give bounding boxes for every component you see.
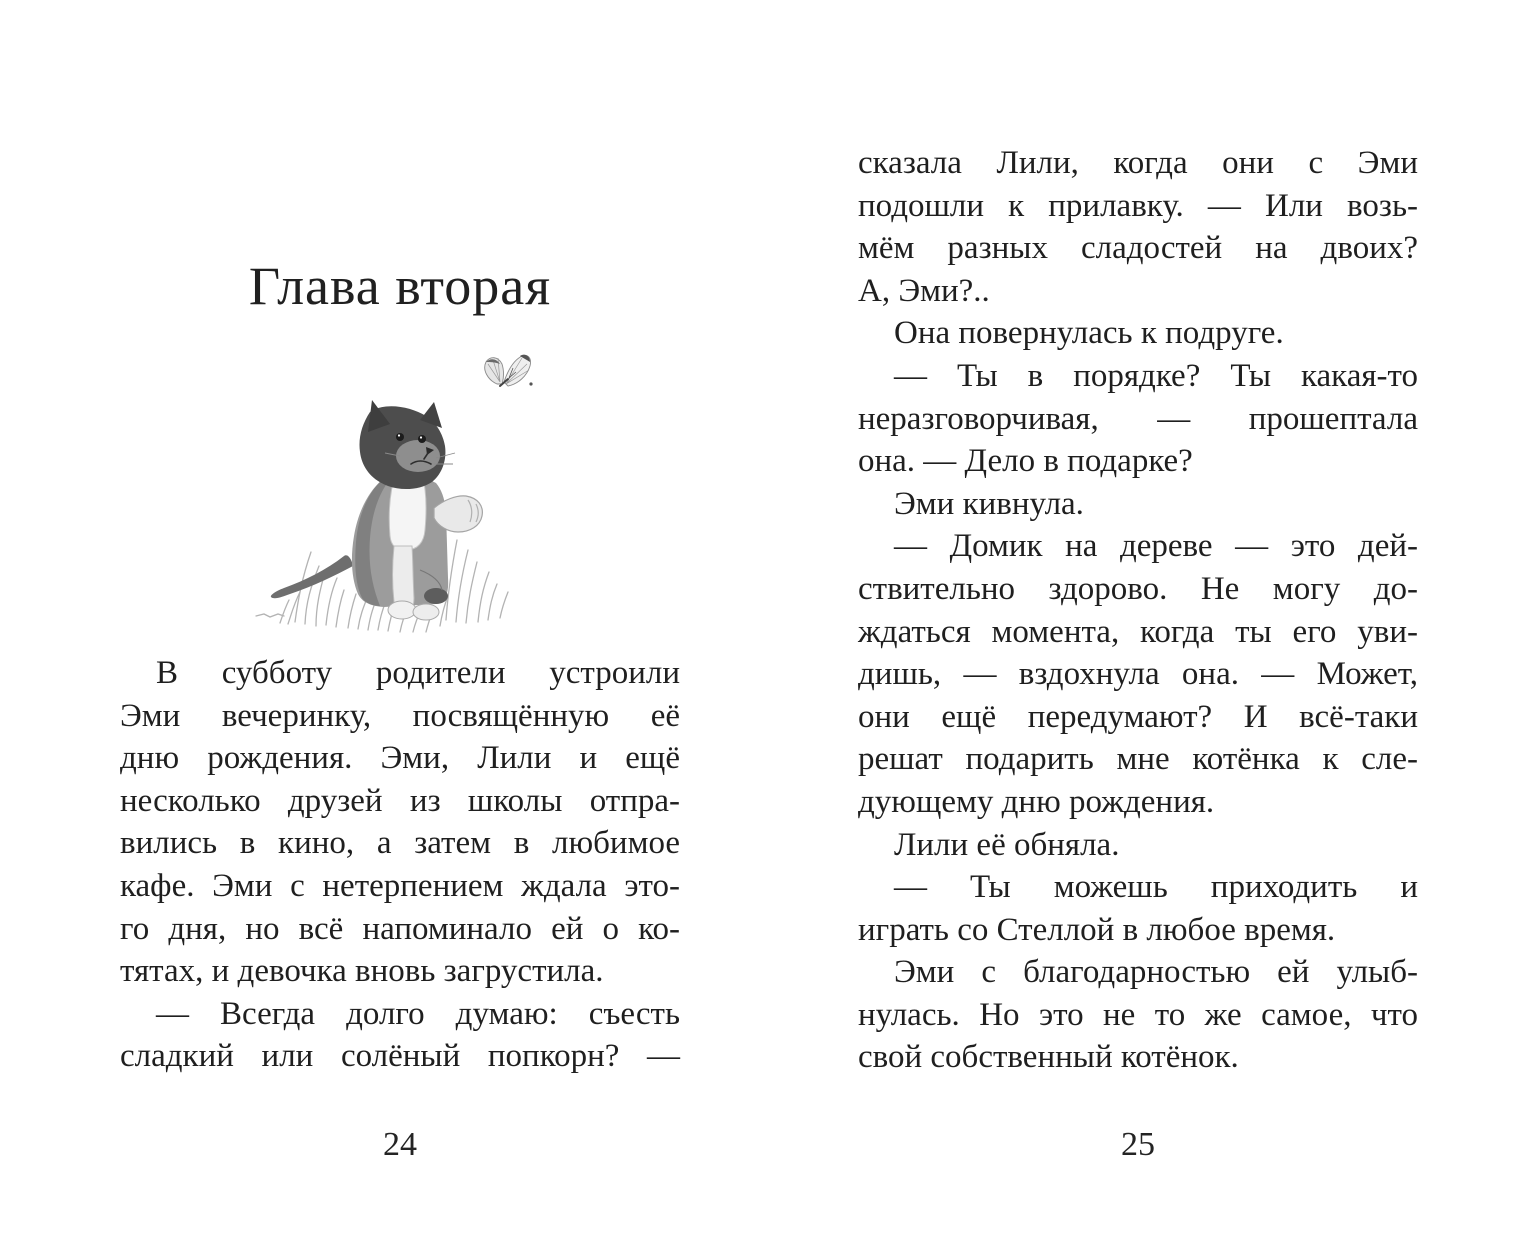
left-eye-glint (398, 434, 400, 436)
page-number-right: 25 (1121, 1126, 1155, 1163)
page-right (858, 0, 1418, 1241)
front-paw-right (413, 604, 439, 620)
text-line: свой собственный котёнок. (858, 1039, 1239, 1076)
text-line: Лили её обняла. (894, 826, 1120, 863)
text-line: А, Эми?.. (858, 272, 990, 309)
text-line: кафе. Эми с нетерпением ждала это- (120, 867, 680, 904)
muzzle (396, 440, 440, 472)
text-line: Она повернулась к подруге. (894, 315, 1284, 352)
right-page-text (858, 142, 1418, 1079)
chapter-title: Глава вторая (248, 256, 552, 316)
text-line: дующему дню рождения. (858, 783, 1215, 820)
text-line: В субботу родители устроили (156, 655, 680, 691)
text-line: — Домик на дереве — это дей- (894, 528, 1418, 565)
text-line: неразговорчивая, — прошептала (858, 400, 1418, 437)
right-eye-glint (420, 436, 422, 438)
left-eye (396, 433, 404, 441)
kitten-with-butterfly-illustration (250, 340, 540, 650)
text-line: сказала Лили, когда они с Эми (858, 145, 1418, 181)
text-line: Эми с благодарностью ей улыб- (894, 954, 1418, 991)
text-line: го дня, но всё напоминало ей о ко- (120, 910, 680, 947)
text-line: — Ты в порядке? Ты какая-то (894, 357, 1418, 394)
text-line: тятах, и девочка вновь загрустила. (120, 953, 604, 990)
text-line: сладкий или солёный попкорн? — (120, 1038, 680, 1075)
text-line: играть со Стеллой в любое время. (858, 911, 1336, 948)
left-page-text (120, 652, 680, 1078)
text-line: вились в кино, а затем в любимое (120, 825, 680, 862)
text-line: они ещё передумают? И всё-таки (858, 698, 1418, 735)
text-line: — Ты можешь приходить и (894, 869, 1418, 906)
text-line: — Всегда долго думаю: съесть (156, 995, 680, 1032)
text-line: ждаться момента, когда ты его уви- (858, 613, 1418, 650)
hind-paw (424, 588, 448, 604)
kitten-illustration-svg (250, 340, 540, 650)
page-left (120, 0, 680, 1241)
kitten-tail (271, 555, 353, 598)
text-line: ствительно здорово. Не могу до- (858, 570, 1418, 607)
butterfly-icon (485, 355, 533, 386)
text-line: дишь, — вздохнула она. — Может, (858, 656, 1418, 693)
front-paw-left (388, 601, 416, 619)
text-line: Эми кивнула. (894, 485, 1084, 522)
text-line: нулась. Но это не то же самое, что (858, 996, 1418, 1033)
right-eye (418, 435, 426, 443)
text-line: Эми вечеринку, посвящённую её (120, 697, 680, 734)
text-line: мём разных сладостей на двоих? (858, 230, 1418, 267)
text-line: подошли к прилавку. — Или возь- (858, 187, 1418, 224)
text-line: дню рождения. Эми, Лили и ещё (120, 740, 680, 777)
text-line: решат подарить мне котёнка к сле- (858, 741, 1418, 778)
text-line: несколько друзей из школы отпра- (120, 782, 680, 819)
page-number-left: 24 (383, 1126, 417, 1163)
text-line: она. — Дело в подарке? (858, 443, 1193, 480)
